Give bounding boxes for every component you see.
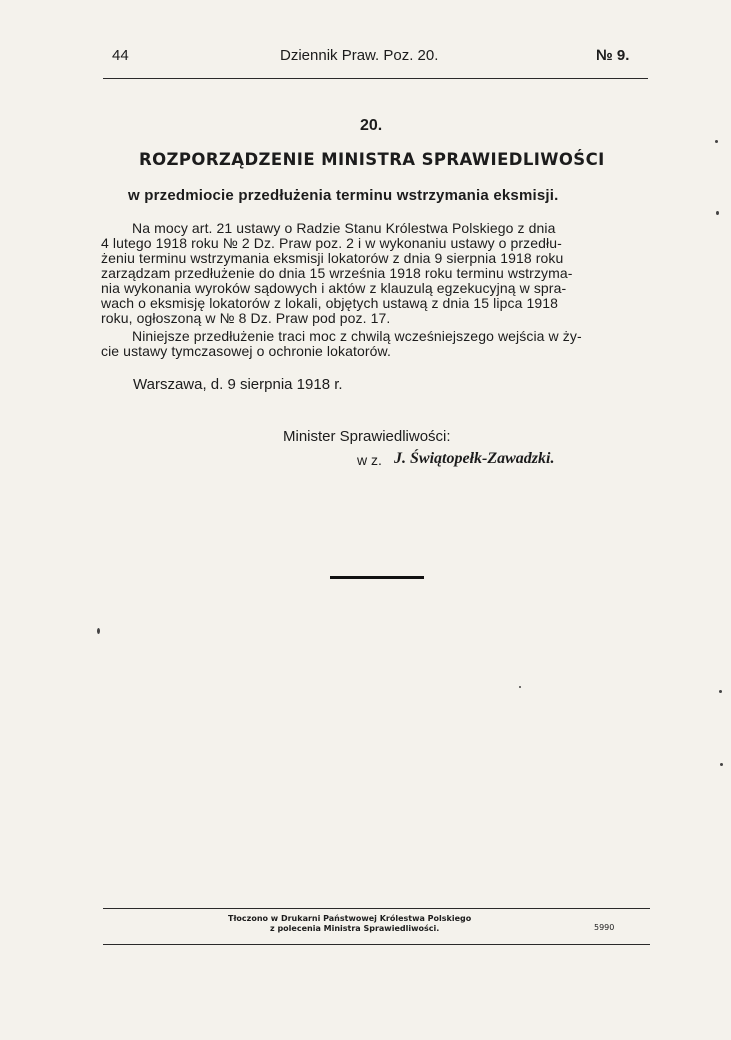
scan-speck: [519, 686, 521, 688]
body-line: nia wykonania wyroków sądowych i aktów z klauzulą egzekucyjną w spra-: [101, 280, 567, 296]
scan-speck: [97, 628, 100, 634]
place-date: Warszawa, d. 9 sierpnia 1918 r.: [133, 376, 343, 393]
body-line: Niniejsze przedłużenie traci moc z chwilą wcześniejszego wejścia w ży-: [132, 328, 582, 344]
printer-line-1: Tłoczono w Drukarni Państwowej Królestwa Polskiego: [228, 914, 472, 923]
document-title: ROZPORZĄDZENIE MINISTRA SPRAWIEDLIWOŚCI: [139, 150, 605, 169]
document-subtitle: w przedmiocie przedłużenia terminu wstrzymania eksmisji.: [128, 187, 559, 204]
signature-prefix: w z.: [357, 452, 382, 468]
signature-name: J. Świątopełk-Zawadzki.: [394, 450, 555, 467]
signatory-title: Minister Sprawiedliwości:: [283, 428, 451, 445]
journal-header-title: Dziennik Praw. Poz. 20.: [280, 47, 439, 64]
body-line: 4 lutego 1918 roku № 2 Dz. Praw poz. 2 i w wykonaniu ustawy o przedłu-: [101, 235, 562, 251]
body-line: Na mocy art. 21 ustawy o Radzie Stanu Królestwa Polskiego z dnia: [132, 220, 556, 236]
document-number: 20.: [360, 117, 383, 134]
closing-rule: [330, 576, 424, 579]
body-line: zarządzam przedłużenie do dnia 15 września 1918 roku terminu wstrzyma-: [101, 265, 573, 281]
footer-top-rule: [103, 908, 650, 909]
print-number: 5990: [594, 923, 615, 932]
scan-speck: [716, 211, 719, 215]
body-line: roku, ogłoszoną w № 8 Dz. Praw pod poz. 17.: [101, 310, 391, 326]
scan-speck: [715, 140, 718, 143]
page-number: 44: [112, 47, 129, 64]
footer-bottom-rule: [103, 944, 650, 945]
issue-number: № 9.: [596, 47, 630, 64]
body-line: wach o eksmisję lokatorów z lokali, objętych ustawą z dnia 15 lipca 1918: [101, 295, 558, 311]
scan-speck: [719, 690, 722, 693]
scan-speck: [720, 763, 723, 766]
body-line: cie ustawy tymczasowej o ochronie lokatorów.: [101, 343, 391, 359]
printer-line-2: z polecenia Ministra Sprawiedliwości.: [270, 924, 440, 933]
body-line: żeniu terminu wstrzymania eksmisji lokatorów z dnia 9 sierpnia 1918 roku: [101, 250, 564, 266]
header-rule: [103, 78, 648, 79]
